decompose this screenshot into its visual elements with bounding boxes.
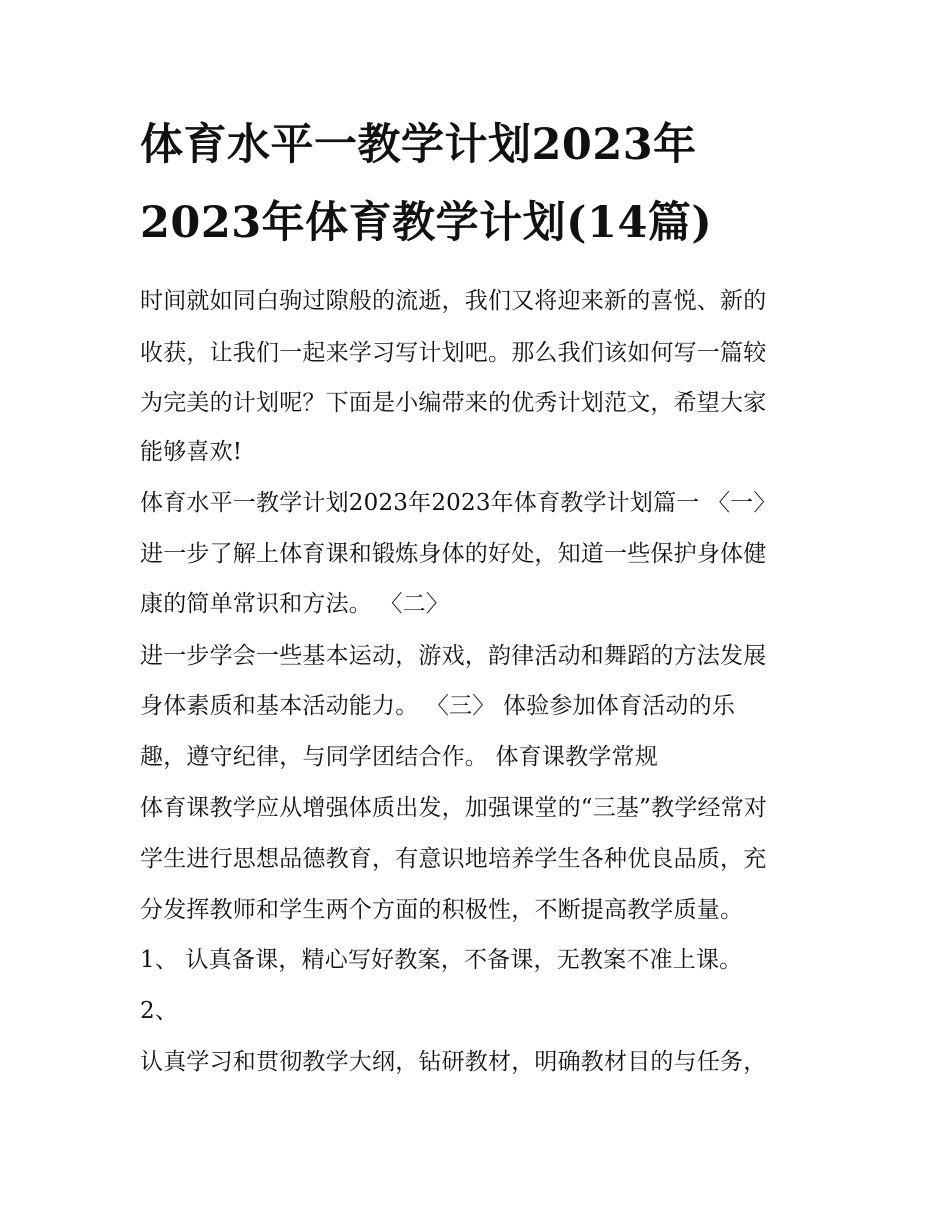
body-line: 学生进行思想品德教育，有意识地培养学生各种优良品质，充 [140, 846, 767, 872]
body-line: 时间就如同白驹过隙般的流逝，我们又将迎来新的喜悦、新的 [140, 288, 767, 314]
body-line: 收获，让我们一起来学习写计划吧。那么我们该如何写一篇较 [140, 340, 767, 366]
body-line: 趣，遵守纪律，与同学团结合作。 体育课教学常规 [140, 744, 658, 770]
document-title-line-2: 2023年体育教学计划(14篇) [140, 198, 713, 248]
document-title-line-1: 体育水平一教学计划2023年 [140, 120, 697, 170]
body-line: 能够喜欢! [140, 439, 243, 465]
body-line: 认真学习和贯彻教学大纲，钻研教材，明确教材目的与任务， [140, 1049, 767, 1075]
body-line: 进一步学会一些基本运动，游戏，韵律活动和舞蹈的方法发展 [140, 643, 767, 669]
body-line: 身体素质和基本活动能力。 〈三〉 体验参加体育活动的乐 [140, 693, 736, 719]
body-line: 康的简单常识和方法。 〈二〉 [140, 591, 450, 617]
body-line: 进一步了解上体育课和锻炼身体的好处，知道一些保护身体健 [140, 541, 767, 567]
body-line: 为完美的计划呢？下面是小编带来的优秀计划范文，希望大家 [140, 390, 767, 416]
list-item-1: 1、 认真备课，精心写好教案，不备课，无教案不准上课。 [140, 947, 743, 973]
list-item-2: 2、 [140, 998, 179, 1024]
body-line: 体育水平一教学计划2023年2023年体育教学计划篇一 〈一〉 [140, 490, 777, 516]
body-line: 分发挥教师和学生两个方面的积极性，不断提高教学质量。 [140, 897, 744, 923]
body-line: 体育课教学应从增强体质出发，加强课堂的“三基”教学经常对 [140, 795, 768, 821]
